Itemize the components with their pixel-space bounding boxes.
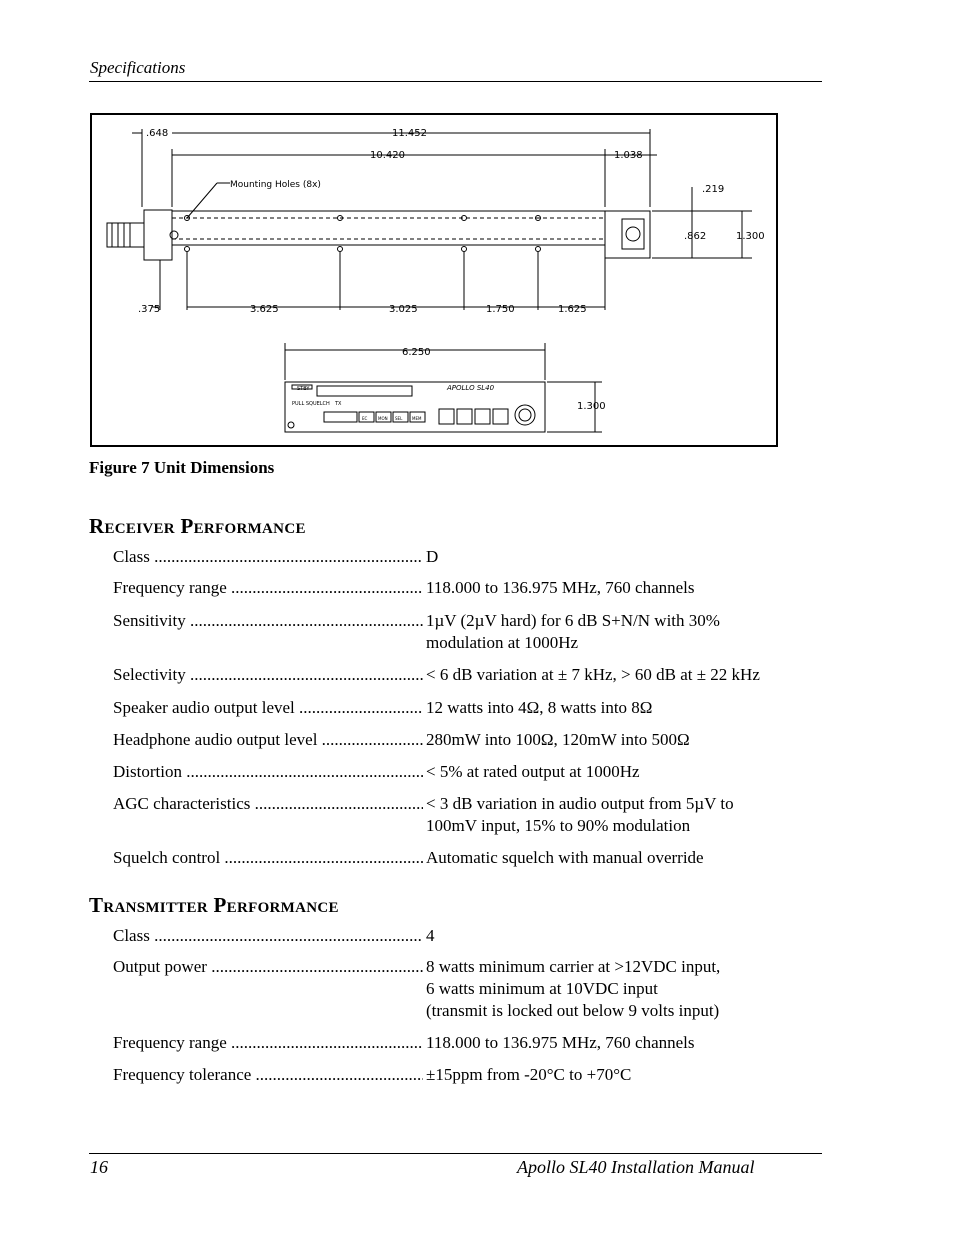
dim-648: .648 [146,128,169,139]
spec-label: Output power ..... [113,956,423,978]
dim-3625: 3.625 [250,304,279,315]
dim-1625: 1.625 [558,304,587,315]
panel-button-sel: SEL [395,416,403,421]
spec-label: Frequency tolerance ..... [113,1064,423,1086]
spec-value: 118.000 to 136.975 MHz, 760 channels [426,578,695,597]
spec-value: < 6 dB variation at ± 7 kHz, > 60 dB at ± 22 kHz [426,665,760,684]
dim-1300-side: 1.300 [736,231,765,242]
panel-button-mem: MEM [412,416,422,421]
dim-375: .375 [138,304,161,315]
dim-10420: 10.420 [370,150,405,161]
spec-value: 1µV (2µV hard) for 6 dB S+N/N with 30% modulation at 1000Hz [426,611,720,652]
spec-label: Sensitivity ..... [113,610,423,632]
spec-label: Headphone audio output level ..... [113,729,423,751]
panel-stby: STBY [297,386,310,392]
spec-label: Selectivity ..... [113,664,423,686]
spec-label: Frequency range ..... [113,1032,423,1054]
spec-value: 118.000 to 136.975 MHz, 760 channels [426,1033,695,1052]
spec-value: 4 [426,926,435,945]
panel-squelch: PULL SQUELCH [292,401,330,407]
spec-value: < 3 dB variation in audio output from 5µV to 100mV input, 15% to 90% modulation [426,794,734,835]
spec-label: Distortion ..... [113,761,423,783]
panel-button-mon: MON [378,416,388,421]
page-footer [89,1153,822,1177]
unit-dimensions-figure [90,113,778,447]
dim-6250: 6.250 [402,347,431,358]
connector-stub [107,223,144,247]
page-header [89,57,822,82]
manual-title: Apollo SL40 Installation Manual [517,1157,755,1177]
spec-value: Automatic squelch with manual override [426,848,704,867]
dim-1750: 1.750 [486,304,515,315]
spec-label: Class ..... [113,546,423,568]
spec-label: AGC characteristics ..... [113,793,423,815]
spec-value: < 5% at rated output at 1000Hz [426,762,640,781]
receiver-heading: Receiver Performance [89,514,306,538]
panel-tx: TX [335,401,342,407]
rear-connector [605,211,650,258]
spec-value: D [426,547,439,566]
dim-11452: 11.452 [392,128,427,139]
mounting-holes-label: Mounting Holes (8x) [230,180,321,190]
dim-219: .219 [702,184,725,195]
spec-value: 280mW into 100Ω, 120mW into 500Ω [426,730,690,749]
panel-button-ec: EC [362,416,368,421]
spec-label: Class ..... [113,925,423,947]
transmitter-heading: Transmitter Performance [89,893,339,917]
dimension-drawing [92,115,776,445]
dim-1300-front: 1.300 [577,401,606,412]
panel-brand: APOLLO SL40 [447,384,495,392]
front-bezel-side [144,210,172,260]
figure-caption: Figure 7 Unit Dimensions [89,458,275,477]
dim-862: .862 [684,231,707,242]
spec-value: ±15ppm from -20°C to +70°C [426,1065,632,1084]
dim-1038: 1.038 [614,150,643,161]
spec-label: Squelch control ..... [113,847,423,869]
spec-label: Frequency range ..... [113,577,423,599]
spec-value: 12 watts into 4Ω, 8 watts into 8Ω [426,698,653,717]
section-title: Specifications [90,58,186,77]
page-number: 16 [90,1157,108,1177]
spec-label: Speaker audio output level ..... [113,697,423,719]
spec-value: 8 watts minimum carrier at >12VDC input, 6 watts minimum at 10VDC input (transmit is locked out below 9 volts input) [426,957,721,1020]
dim-3025: 3.025 [389,304,418,315]
